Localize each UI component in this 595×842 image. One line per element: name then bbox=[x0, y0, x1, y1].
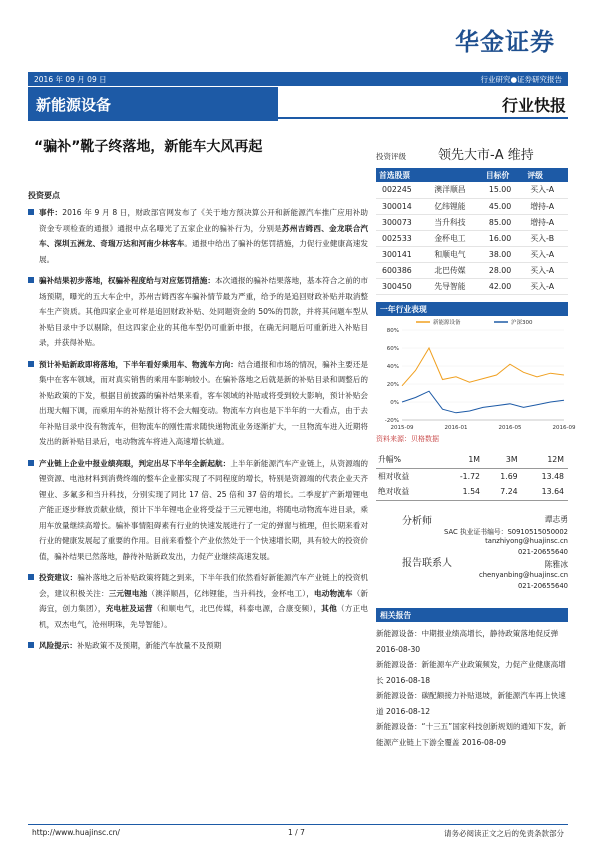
points-list bbox=[28, 205, 368, 654]
related-item[interactable]: 新能源设备：碳配额接力补贴退坡，新能源汽车再上快速道 2016-08-12 bbox=[376, 691, 566, 716]
related-list bbox=[376, 626, 568, 750]
investment-points bbox=[28, 190, 368, 660]
x-tick-label: 2016-05 bbox=[498, 425, 522, 431]
bullet-icon bbox=[28, 574, 34, 580]
bullet-icon bbox=[28, 361, 34, 367]
rating-value: 领先大市-A 维持 bbox=[438, 148, 534, 163]
stock-cell: 42.00 bbox=[483, 278, 525, 294]
stock-cell: 28.00 bbox=[483, 262, 525, 278]
y-tick-label: 40% bbox=[386, 364, 399, 370]
contact-role: 报告联系人 bbox=[402, 558, 452, 569]
perf-cell: -1.72 bbox=[459, 471, 481, 481]
stock-cell: 亿纬锂能 bbox=[428, 198, 482, 214]
perf-cell: 13.48 bbox=[541, 471, 564, 481]
point-item: 预计补贴新政即将落地，下半年看好乘用车、物流车方向：结合通报和市场的情况，骗补主要还是集中在客车领域，而对真实销售的乘用车影响较小。在骗补落地之后就是新的补贴目录和调整后的补贴政策的下发，根据目前披露的骗补结果来看，客车领域的补贴或将受到较大影响，预计补贴会出现大幅下调，而乘用车的补贴预计将不会大幅变动。物流车方向也是下半年的一大看点，由于去年补贴目录中没有物流车，但物流车的刚性需求随快递物流业务逐渐扩大，一旦物流车进入近期将发出的新补贴目录后，电动物流车将进入高速增长轨道。 bbox=[28, 357, 368, 450]
title-bar bbox=[28, 87, 568, 121]
bullet-icon bbox=[28, 460, 34, 466]
related-reports bbox=[376, 608, 568, 750]
report-date: 2016 年 09 月 09 日 bbox=[34, 75, 107, 84]
stock-cell: 002245 bbox=[376, 182, 428, 198]
report-category: 行业研究●证券研究报告 bbox=[480, 75, 562, 84]
stock-cell: 买入-A bbox=[524, 278, 568, 294]
table-row bbox=[376, 198, 568, 214]
industry-chart bbox=[376, 316, 576, 434]
footer bbox=[28, 824, 568, 838]
stock-cell: 45.00 bbox=[483, 198, 525, 214]
stock-cell: 38.00 bbox=[483, 246, 525, 262]
y-tick-label: 80% bbox=[386, 328, 399, 334]
table-row bbox=[376, 262, 568, 278]
industry-title: 新能源设备 bbox=[28, 87, 278, 121]
stock-cell: 85.00 bbox=[483, 214, 525, 230]
footer-url[interactable]: http://www.huajinsc.cn/ bbox=[32, 828, 120, 837]
table-row bbox=[376, 278, 568, 294]
point-item: 骗补结果初步落地，权骗补程度给与对应惩罚措施：本次通报的骗补结果落地，基本符合之前的市场预期，曝光的五大车企中，苏州吉姆西客车骗补情节最为严重，给予的是追回财政补贴并取消整车生产资质。其他四家企业可样是追回财政补贴、处同题资金的 50%的罚款，并将其问题车型从补贴目录中予以剔除，但这四家企业的其他车型仍可重新申报，在确无问题后可重新进入补贴目录，并获得补贴。 bbox=[28, 273, 368, 351]
disclaimer: 请务必阅读正文之后的免责条款部分 bbox=[444, 829, 564, 838]
point-item: 事件：2016 年 9 月 8 日，财政部官网发布了《关于地方预决算公开和新能源汽车推广应用补助资金专项检查的通报》通报中点名曝光了五家企业的骗补行为，分别是苏州吉姆西、金龙联合汽车、深圳五洲龙、奇瑞万达和河南少林客车。通报中给出了骗补的惩罚措施，力促行业健康高速发展。 bbox=[28, 205, 368, 267]
point-item: 风险提示：补贴政策不及预期，新能汽车放量不及预期 bbox=[28, 638, 368, 654]
perf-cell: 1.69 bbox=[500, 471, 518, 481]
contact-phone: 021-20655640 bbox=[517, 582, 568, 590]
stock-cell: 002533 bbox=[376, 230, 428, 246]
chart-source: 资料来源：贝格数据 bbox=[376, 435, 439, 443]
perf-header: 12M bbox=[522, 452, 568, 468]
perf-header: 3M bbox=[484, 452, 522, 468]
stock-cell: 当升科技 bbox=[428, 214, 482, 230]
analyst-name: 谭志勇 bbox=[544, 515, 568, 524]
point-item: 投资建议：骗补落地之后补贴政策将随之到来，下半年我们依然看好新能源汽车产业链上的投资机会，建议积极关注：三元锂电池（澳洋顺昌，亿纬锂能，当升科技，金杯电工），电动物流车（新海宜，创力集团），充电桩及运营（和顺电气，北巴传媒，科泰电源，合康变频），其他（方正电机，双杰电气，沧州明珠，先导智能）。 bbox=[28, 570, 368, 632]
analyst-role: 分析师 bbox=[402, 516, 432, 527]
stock-cell: 300073 bbox=[376, 214, 428, 230]
table-row bbox=[376, 230, 568, 246]
stock-cell: 600386 bbox=[376, 262, 428, 278]
stock-cell: 先导智能 bbox=[428, 278, 482, 294]
stock-cell: 北巴传媒 bbox=[428, 262, 482, 278]
related-item[interactable]: 新能源设备：“十三五”国家科技创新规划的通知下发，新能源产业链上下游全覆盖 2016-08-09 bbox=[376, 722, 567, 747]
stock-cell: 300450 bbox=[376, 278, 428, 294]
stock-header-target: 目标价 bbox=[483, 168, 525, 182]
stock-cell: 300141 bbox=[376, 246, 428, 262]
stock-table bbox=[376, 168, 568, 295]
title-underline bbox=[278, 117, 568, 119]
related-item[interactable]: 新能源设备：新能源车产业政策频发，力促产业健康高增长 2016-08-18 bbox=[376, 660, 566, 685]
table-row bbox=[376, 182, 568, 198]
stock-cell: 澳洋顺昌 bbox=[428, 182, 482, 198]
perf-header: 升幅% bbox=[376, 452, 441, 468]
stock-cell: 增持-A bbox=[524, 198, 568, 214]
legend-label: 新能源设备 bbox=[433, 320, 461, 326]
table-row bbox=[376, 246, 568, 262]
related-item[interactable]: 新能源设备：中期报业绩高增长，静待政策落地促反弹 2016-08-30 bbox=[376, 629, 559, 654]
stock-cell: 买入-A bbox=[524, 182, 568, 198]
bullet-icon bbox=[28, 642, 34, 648]
stock-cell: 和顺电气 bbox=[428, 246, 482, 262]
related-title: 相关报告 bbox=[376, 608, 568, 622]
perf-cell: 1.54 bbox=[441, 484, 484, 500]
y-tick-label: 60% bbox=[386, 346, 399, 352]
stock-cell: 买入-B bbox=[524, 230, 568, 246]
perf-cell: 绝对收益 bbox=[376, 484, 441, 500]
x-tick-label: 2016-09 bbox=[552, 425, 576, 431]
stock-cell: 300014 bbox=[376, 198, 428, 214]
perf-cell: 7.24 bbox=[484, 484, 522, 500]
perf-cell: 相对收益 bbox=[378, 471, 410, 481]
stock-cell: 买入-A bbox=[524, 262, 568, 278]
stock-cell: 15.00 bbox=[483, 182, 525, 198]
top-bar bbox=[28, 72, 568, 86]
stock-cell: 买入-A bbox=[524, 246, 568, 262]
legend-label: 沪深300 bbox=[511, 320, 533, 326]
perf-table bbox=[376, 452, 568, 501]
bullet-icon bbox=[28, 209, 34, 215]
headline: “骗补”靴子终落地，新能车大风再起 bbox=[34, 139, 263, 155]
series-line bbox=[402, 348, 564, 386]
points-title: 投资要点 bbox=[28, 191, 60, 200]
x-tick-label: 2016-01 bbox=[444, 425, 468, 431]
y-tick-label: 20% bbox=[386, 382, 399, 388]
contact-name: 陈雅冰 bbox=[544, 560, 568, 569]
page-number: 1 / 7 bbox=[288, 828, 305, 837]
bullet-icon bbox=[28, 277, 34, 283]
contact-email[interactable]: chenyanbing@huajinsc.cn bbox=[479, 571, 568, 579]
analyst-phone: 021-20655640 bbox=[517, 548, 568, 556]
y-tick-label: -20% bbox=[384, 418, 399, 424]
analyst-email[interactable]: tanzhiyong@huajinsc.cn bbox=[485, 537, 568, 545]
stock-header-name: 首选股票 bbox=[376, 168, 483, 182]
table-row bbox=[376, 214, 568, 230]
report-type: 行业快报 bbox=[501, 96, 566, 115]
industry-perf-title: 一年行业表现 bbox=[376, 302, 568, 316]
perf-cell: 13.64 bbox=[522, 484, 568, 500]
point-item: 产业链上企业中报业绩亮眼，判定出尽下半年全新起航：上半年新能源汽车产业链上，从资源端的锂资源、电池材料到消费终端的整车企业都实现了不同程度的增长，特别是资源端的代表企业天齐锂业、多氟多和当升科技，分别实现了同比 17 倍、25 倍和 37 倍的增长。二季度扩产新增锂电产能正逐步释放贡献业绩，预计下半年锂电企业将受益于三元锂电池，将随电动物流车进目录，乘用车放量继续高增长。骗补事情阻碍素有行业的快速发展进行了一定的弹窗与梳理，但长期来看对行业的健康发展起了重要的作用。目前来看整个产业依然处于一个快速增长期，具有较大的投资价值，骗补结果已然落地，静待补贴新政发出，力促产业继续高速发展。 bbox=[28, 456, 368, 565]
stock-cell: 增持-A bbox=[524, 214, 568, 230]
stock-header-rating: 评级 bbox=[524, 168, 568, 182]
y-tick-label: 0% bbox=[390, 400, 399, 406]
stock-cell: 金杯电工 bbox=[428, 230, 482, 246]
analyst-cert: SAC 执业证书编号：S0910515050002 bbox=[444, 528, 568, 536]
x-tick-label: 2015-09 bbox=[390, 425, 414, 431]
company-logo: 华金证券 bbox=[455, 28, 555, 56]
perf-header: 1M bbox=[441, 452, 484, 468]
rating-label: 投资评级 bbox=[376, 152, 406, 161]
stock-cell: 16.00 bbox=[483, 230, 525, 246]
